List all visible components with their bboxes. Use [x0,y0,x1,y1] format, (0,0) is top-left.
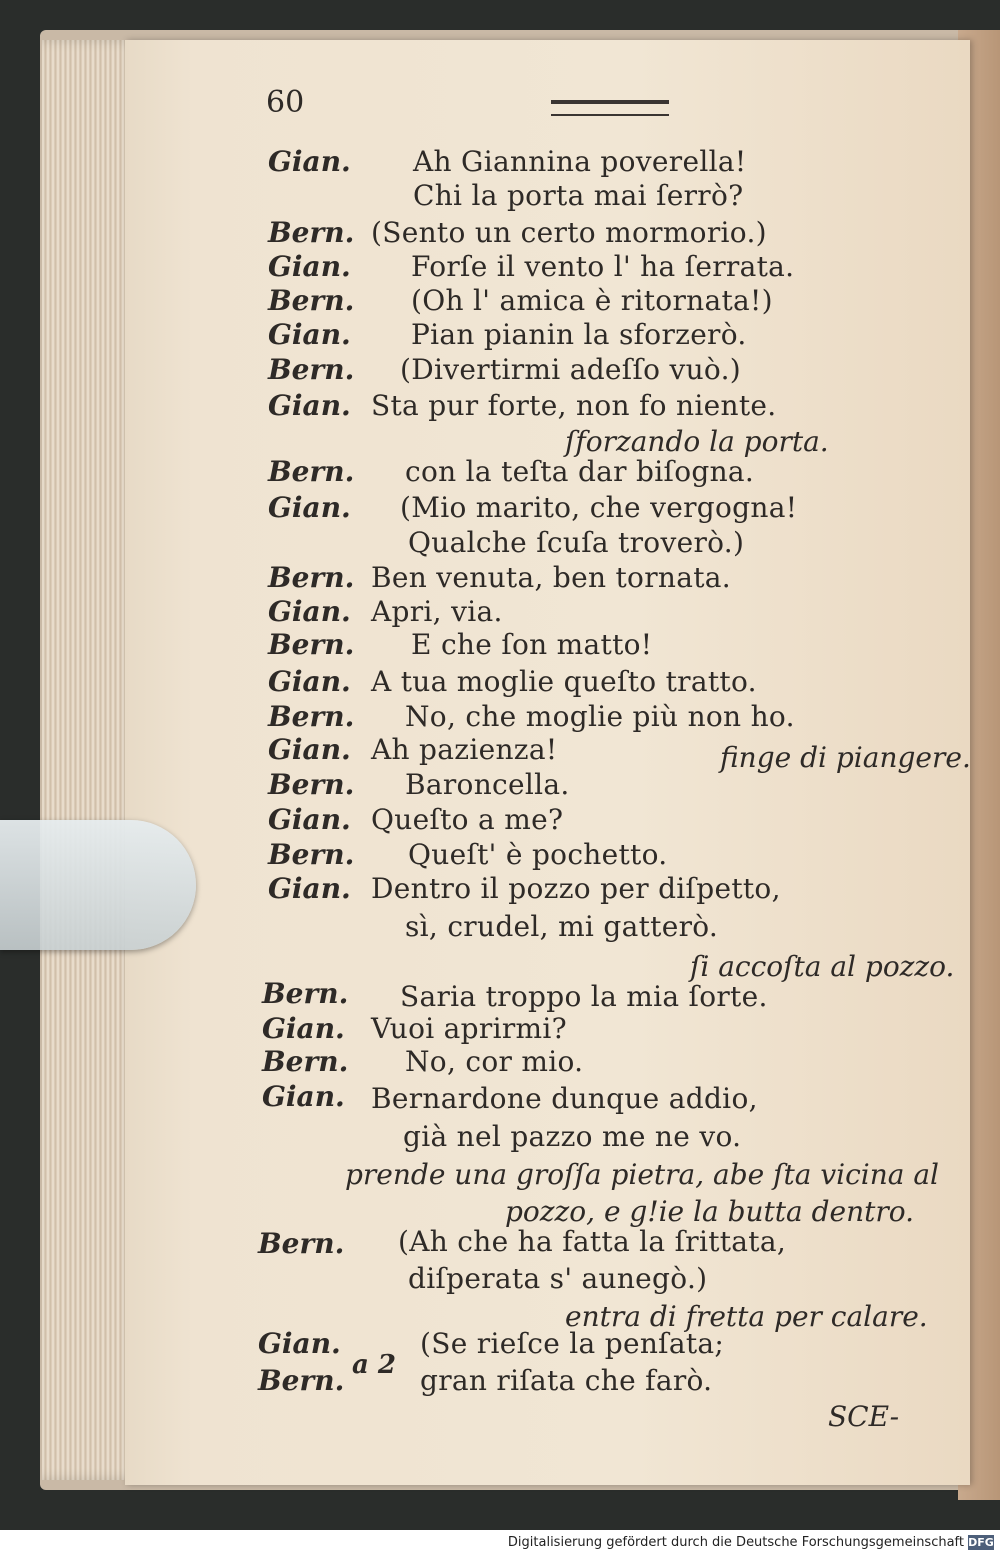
stage-direction: entra di fretta per calare. [565,1300,928,1333]
verse-line: Forſe il vento l' ha ſerrata. [411,250,795,283]
speaker: Gian. [268,250,351,283]
speaker: Bern. [268,455,355,488]
stage-direction: finge di piangere. [720,741,971,774]
verse-line: Saria troppo la mia ſorte. [400,980,768,1013]
verse-line: Vuoi aprirmi? [371,1012,567,1045]
verse-line: (Sento un certo mormorio.) [371,216,767,249]
verse-line: Baroncella. [405,768,570,801]
speaker: Bern. [268,768,355,801]
verse-line: Sta pur forte, non fo niente. [371,389,777,422]
verse-line: Qualche ſcuſa troverò.) [408,526,745,559]
verse-line: Bernardone dunque addio, [371,1082,758,1115]
speaker: Gian. [268,318,351,351]
stage-direction: pozzo, e g!ie la butta dentro. [505,1195,915,1228]
verse-line: Queſto a me? [371,803,564,836]
verse-line: Ah pazienza! [371,733,558,766]
speaker: Gian. [268,145,351,178]
verse-line: (Se rieſce la penſata; [420,1327,725,1360]
verse-line: Queſt' è pochetto. [408,838,668,871]
speaker: Bern. [258,1227,345,1260]
speaker: Bern. [262,1045,349,1078]
speaker: Gian. [268,803,351,836]
verse-line: Chi la porta mai ſerrò? [413,179,744,212]
duet-mark: a 2 [352,1350,396,1380]
speaker: Bern. [268,284,355,317]
verse-line: Ben venuta, ben tornata. [371,561,731,594]
page-number: 60 [266,85,305,120]
speaker: Bern. [268,628,355,661]
verse-line: già nel pazzo me ne vo. [403,1120,742,1153]
footer-bar [0,1530,1000,1556]
speaker: Bern. [268,700,355,733]
speaker: Gian. [268,872,351,905]
verse-line: sì, crudel, mi gatterò. [405,910,719,943]
verse-line: Ah Giannina poverella! [413,145,747,178]
speaker: Bern. [268,216,355,249]
verse-line: E che ſon matto! [411,628,653,661]
dfg-logo: DFG [968,1536,994,1549]
footer-credit: Digitalisierung gefördert durch die Deutsche Forschungsgemeinschaft [507,1535,964,1550]
verse-line: con la teſta dar biſogna. [405,455,755,488]
verse-line: Apri, via. [371,595,503,628]
verse-line: A tua moglie queſto tratto. [371,665,757,698]
speaker: Gian. [268,595,351,628]
stage-direction: ſforzando la porta. [565,425,829,458]
stage-direction: prende una groſſa pietra, abe ſta vicina al [345,1158,940,1191]
speaker: Gian. [268,389,351,422]
verse-line: gran riſata che farò. [420,1364,713,1397]
speaker: Bern. [258,1364,345,1397]
header-rule [551,100,669,116]
speaker: Bern. [268,838,355,871]
verse-line: (Divertirmi adeſſo vuò.) [400,353,742,386]
verse-line: No, che moglie più non ho. [405,700,795,733]
speaker: Gian. [262,1012,345,1045]
speaker: Gian. [268,665,351,698]
speaker: Bern. [268,561,355,594]
stage-direction: ſi accoſta al pozzo. [690,950,955,983]
speaker: Gian. [268,491,351,524]
verse-line: Pian pianin la sforzerò. [411,318,747,351]
speaker: Bern. [262,977,349,1010]
catchword: SCE- [828,1400,900,1433]
speaker: Gian. [262,1080,345,1113]
verse-line: Dentro il pozzo per diſpetto, [371,872,781,905]
speaker: Bern. [268,353,355,386]
speaker: Gian. [268,733,351,766]
verse-line: (Ah che ha fatta la ſrittata, [398,1225,787,1258]
verse-line: No, cor mio. [405,1045,584,1078]
verse-line: diſperata s' aunegò.) [408,1262,708,1295]
speaker: Gian. [258,1327,341,1360]
verse-line: (Oh l' amica è ritornata!) [411,284,773,317]
verse-line: (Mio marito, che vergogna! [400,491,798,524]
